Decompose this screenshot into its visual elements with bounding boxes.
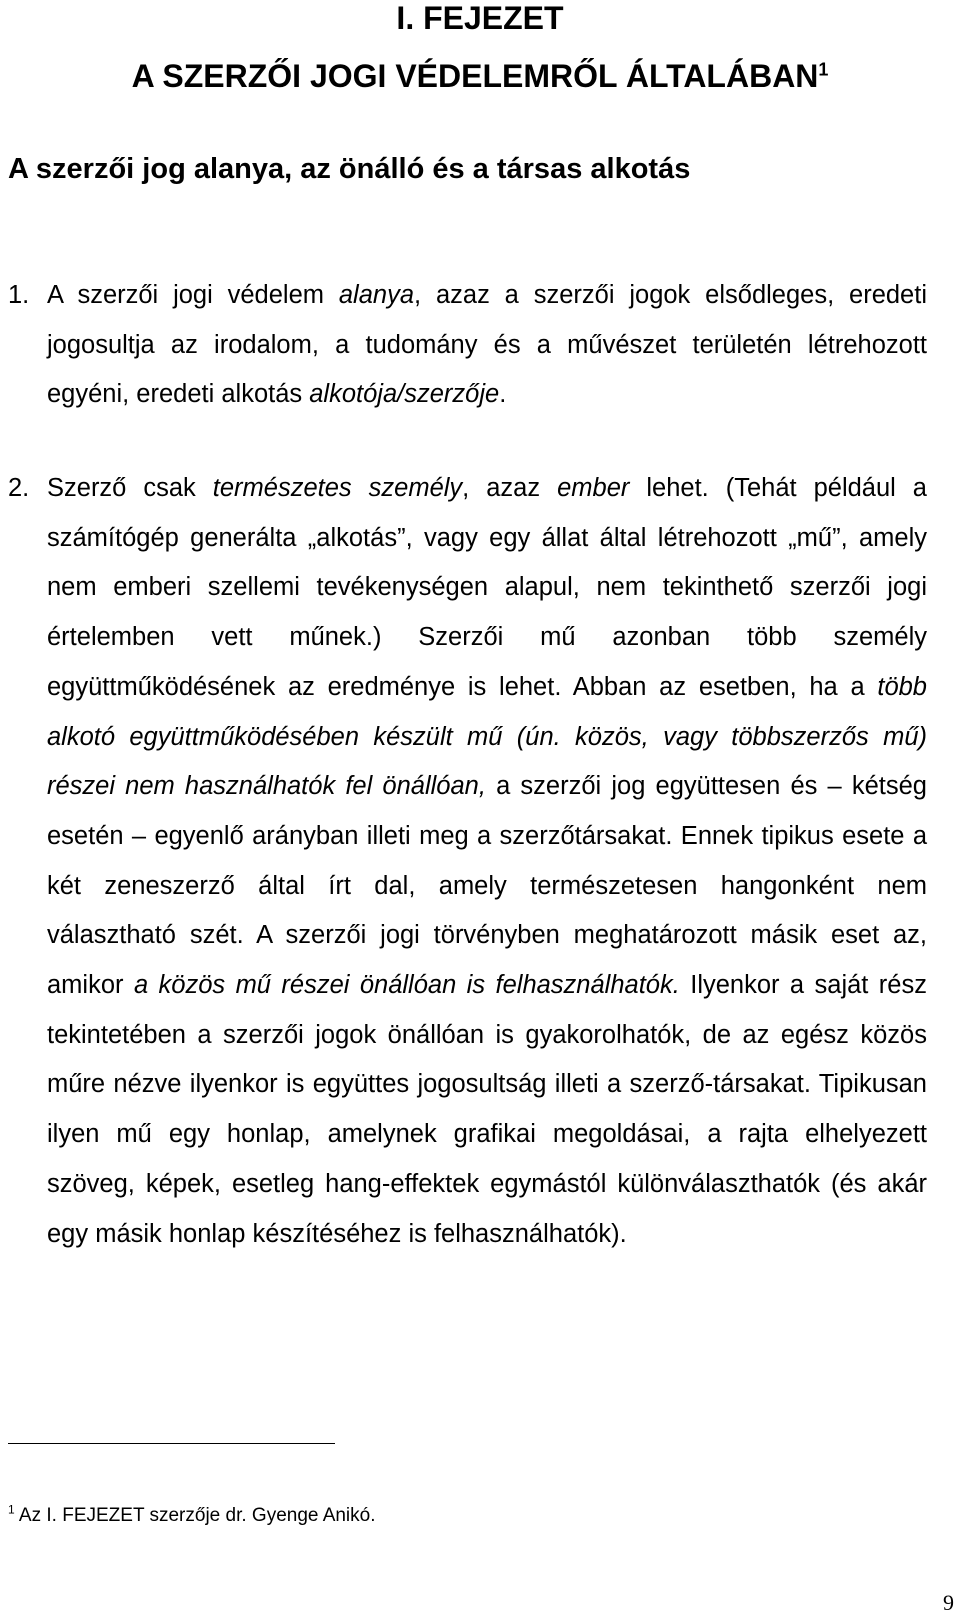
footnote-separator [8,1443,335,1444]
text-run: a szerzői jog együttesen és – kétség esetén – egyenlő arányban illeti meg a szerzőtársakat. Ennek tipikus esete a két zeneszerző által írt dal, amely természetesen hangonként nem választható szét. A szerzői jogi törvényben meghatározott másik eset az, amikor [47,772,927,1000]
emphasis-text: ember [557,474,630,502]
text-run: , azaz a szerzői jogok elsődleges, eredeti jogosultja az irodalom, a tudomány és a művészet területén létrehozott egyéni, eredeti alkotás [47,281,927,409]
text-run: Szerző csak [47,474,213,502]
page-number: 9 [943,1590,954,1615]
paragraph-text [47,281,927,408]
paragraph-1 [8,271,927,420]
section-subtitle: A szerzői jog alanya, az önálló és a társas alkotás [8,153,691,185]
chapter-title [0,58,960,94]
text-run: Ilyenkor a saját rész tekintetében a szerzői jogok önállóan is gyakorolhatók, de az egész közös műre nézve ilyenkor is együttes jogosultság illeti a szerző-társakat. Tipikusan ilyen mű egy honlap, amelynek grafikai megoldásai, a rajta elhelyezett szöveg, képek, esetleg hang-effektek egymástól különválaszthatók (és akár egy másik honlap készítéséhez is felhasználhatók). [47,971,927,1248]
footnote [8,1504,376,1528]
text-run: . [499,380,507,409]
paragraph-number: 2. [8,474,30,502]
emphasis-text: természetes személy [212,474,463,502]
emphasis-text: alanya [338,281,415,309]
emphasis-text: a közös mű részei önállóan is felhasználhatók. [133,971,680,1000]
footnote-reference: 1 [818,59,829,80]
text-run: lehet. (Tehát például a számítógép generálta „alkotás”, vagy egy állat által létrehozott „mű”, amely nem emberi szellemi tevékenységen alapul, nem tekinthető szerzői jogi értelemben vett műnek.) Szerzői mű azonban több személy együttműködésének az eredménye is lehet. Abban az esetben, ha a [47,474,927,701]
emphasis-text: alkotója/szerzője [309,380,500,409]
chapter-title-text: A SZERZŐI JOGI VÉDELEMRŐL ÁLTALÁBAN [131,58,819,94]
paragraph-text [47,474,927,1248]
emphasis-text: több alkotó együttműködésében készült mű (ún. közös, vagy többszerzős mű) részei nem használhatók fel önállóan, [47,672,927,801]
chapter-label: I. FEJEZET [396,0,564,36]
text-run: , azaz [462,474,558,502]
footnote-text: Az I. FEJEZET szerzője dr. Gyenge Anikó. [18,1505,376,1526]
text-run: A szerzői jogi védelem [47,281,339,309]
paragraph-2 [8,464,927,1259]
paragraph-number: 1. [8,281,30,309]
footnote-mark: 1 [8,1502,15,1517]
